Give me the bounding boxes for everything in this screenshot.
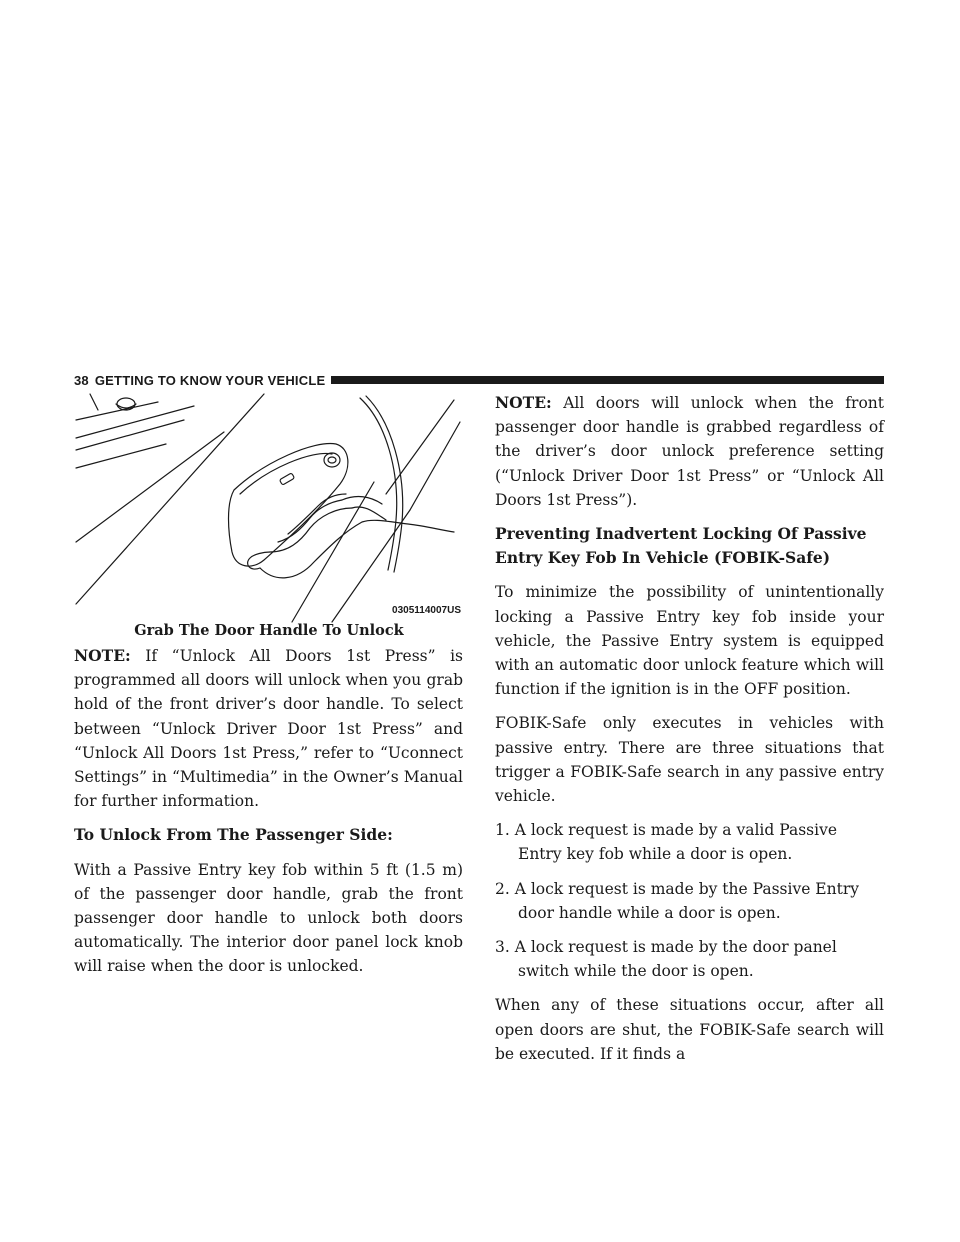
figure-id: 0305114007US [392,605,461,616]
note-paragraph [495,391,884,512]
header-rule [331,376,884,384]
section-heading: Preventing Inadvertent Locking Of Passive Entry Key Fob In Vehicle (FOBIK-Safe) [495,524,867,568]
figure-caption: Grab The Door Handle To Unlock [134,622,404,639]
note-label: NOTE: [495,393,552,412]
body-paragraph: When any of these situations occur, after all open doors are shut, the FOBIK-Safe search will be executed. If it finds a [495,996,884,1063]
body-paragraph: FOBIK-Safe only executes in vehicles with passive entry. There are three situations that trigger a FOBIK-Safe search in any passive entry vehicle. [495,714,884,806]
list-item: 3. A lock request is made by the door panel switch while the door is open. [495,938,837,981]
section-heading: To Unlock From The Passenger Side: [74,825,393,845]
note-text: If “Unlock All Doors 1st Press” is programmed all doors will unlock when you grab hold of the front driver’s door handle. To select between “Unlock Driver Door 1st Press” and “Unlock All Doors 1st Press,” refer to “Uconnect Settings” in “Multimedia” in the Owner’s Manual for further information. [74,647,463,811]
note-text: All doors will unlock when the front passenger door handle is grabbed regardless of the driver’s door unlock preference setting (“Unlock Driver Door 1st Press” or “Unlock All Doors 1st Press”). [495,394,884,509]
door-handle-drawing [74,392,464,624]
note-paragraph [74,644,463,813]
left-column [74,644,463,989]
list-item: 2. A lock request is made by the Passive Entry door handle while a door is open. [495,879,860,922]
note-label: NOTE: [74,646,131,665]
list-item: 1. A lock request is made by a valid Passive Entry key fob while a door is open. [495,821,837,864]
body-paragraph: With a Passive Entry key fob within 5 ft (1.5 m) of the passenger door handle, grab the front passenger door handle to unlock both doors automatically. The interior door panel lock knob will raise when the door is unlocked. [74,860,463,976]
section-title: GETTING TO KNOW YOUR VEHICLE [94,372,326,388]
right-column [495,391,884,1076]
door-handle-illustration [74,392,464,624]
page-header [74,372,884,388]
page-number: 38 [74,372,89,388]
body-paragraph: To minimize the possibility of unintentionally locking a Passive Entry key fob inside your vehicle, the Passive Entry system is equipped with an automatic door unlock feature which will function if the ignition is in the OFF position. [495,583,884,699]
